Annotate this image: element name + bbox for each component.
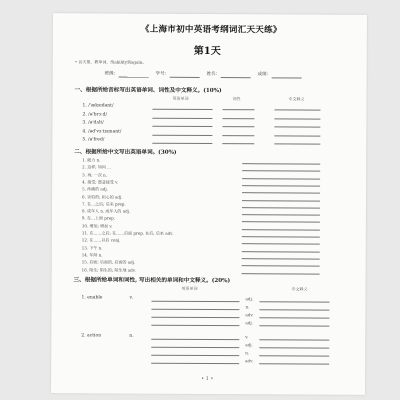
- section-2-item: 8. 成年人 n. 成年人的 adj.: [81, 208, 131, 214]
- answer-word-field[interactable]: [242, 178, 320, 179]
- answer-word-field[interactable]: [151, 325, 239, 326]
- answer-meaning-field[interactable]: [259, 309, 329, 310]
- answer-word-field[interactable]: [242, 236, 320, 237]
- answer-pos-field[interactable]: [222, 143, 254, 144]
- answer-word-field[interactable]: [242, 273, 320, 274]
- section-3-row-pos: n.: [245, 350, 250, 356]
- answer-meaning-field[interactable]: [259, 355, 329, 356]
- section-1-item: 5. /ə'fred/: [82, 137, 105, 143]
- answer-pos-field[interactable]: [222, 109, 254, 110]
- answer-word-field[interactable]: [242, 229, 320, 230]
- answer-pos-field[interactable]: [222, 118, 254, 119]
- section-3-row-pos: v.: [245, 334, 249, 340]
- worksheet-page: [51, 13, 367, 395]
- answer-word-field[interactable]: [151, 339, 239, 340]
- section-3-col-meaning: 中文释义: [291, 286, 308, 292]
- answer-word-field[interactable]: [242, 222, 320, 223]
- name-label: 姓名：: [206, 71, 221, 78]
- class-label: 班级：: [104, 71, 119, 77]
- id-label: 学号：: [155, 71, 170, 77]
- answer-meaning-field[interactable]: [274, 143, 320, 144]
- section-2-title: 二、根据所给中文写出英语单词。(30%): [74, 149, 177, 156]
- id-field[interactable]: [170, 77, 200, 78]
- page-number: • 1 •: [201, 375, 214, 383]
- section-2-item: 6. 害怕的; 担心的 adj.: [82, 193, 123, 200]
- answer-word-field[interactable]: [152, 126, 212, 127]
- section-2-item: 4. 接受; 愿意接受 v.: [82, 179, 119, 185]
- section-3-row-pos: adj.: [245, 320, 253, 326]
- section-2-item: 11. 在……之后; 在……后面 prep. 在后; 后来 adv.: [81, 230, 174, 236]
- section-2-item: 16. 陌生; 陌生的; 陌生地 adv.: [81, 266, 136, 273]
- intro-note: • 音天第，教单词，练ability到again。: [74, 59, 147, 65]
- answer-word-field[interactable]: [151, 355, 239, 356]
- answer-meaning-field[interactable]: [274, 126, 320, 127]
- section-1-col-word: 英语单词: [172, 95, 189, 101]
- section-3-item-label: 2. action: [81, 333, 102, 339]
- section-3-item-pos: n.: [129, 333, 134, 339]
- section-3-row-pos: adj.: [245, 342, 253, 348]
- answer-word-field[interactable]: [152, 143, 212, 144]
- answer-meaning-field[interactable]: [259, 325, 329, 326]
- answer-word-field[interactable]: [152, 134, 212, 135]
- name-field[interactable]: [221, 77, 251, 78]
- answer-meaning-field[interactable]: [274, 109, 320, 110]
- answer-word-field[interactable]: [242, 214, 320, 215]
- answer-word-field[interactable]: [242, 207, 320, 208]
- answer-word-field[interactable]: [242, 200, 320, 201]
- section-2-item: 12. 在……以后 conj.: [81, 237, 121, 243]
- section-2-item: 10. 增加; 增加 v.: [81, 223, 113, 229]
- section-1-title: 一、根据所给音标写出英语单词、词性及中文释义。(10%): [74, 87, 222, 95]
- section-3-row-pos: adv.: [245, 312, 254, 318]
- section-3-col-word: 英语单词: [181, 285, 198, 291]
- answer-meaning-field[interactable]: [274, 118, 320, 119]
- section-1-col-meaning: 中文释义: [288, 96, 305, 102]
- answer-pos-field[interactable]: [222, 126, 254, 127]
- answer-word-field[interactable]: [151, 317, 239, 318]
- answer-word-field[interactable]: [242, 185, 320, 186]
- section-3-row-pos: n.: [245, 304, 250, 310]
- answer-word-field[interactable]: [242, 163, 320, 164]
- answer-word-field[interactable]: [242, 192, 320, 193]
- section-2-item: 9. 在…上面 prep.: [81, 215, 115, 221]
- answer-word-field[interactable]: [242, 251, 320, 252]
- answer-word-field[interactable]: [151, 347, 239, 348]
- section-2-item: 14. 年龄 n.: [81, 252, 103, 258]
- answer-meaning-field[interactable]: [259, 363, 329, 364]
- class-field[interactable]: [119, 77, 149, 78]
- section-2-item: 7. 在…之后; 后来 prep.: [81, 201, 126, 207]
- section-2-item: 13. 下午 n.: [81, 244, 103, 251]
- answer-word-field[interactable]: [242, 258, 320, 259]
- answer-meaning-field[interactable]: [259, 301, 329, 302]
- section-3-item-pos: v.: [129, 295, 133, 301]
- answer-meaning-field[interactable]: [259, 347, 329, 348]
- answer-word-field[interactable]: [151, 301, 239, 302]
- answer-word-field[interactable]: [242, 243, 320, 244]
- section-3-title: 三、根据所给单词和词性, 写出相关的单词和中文释义。(20%): [73, 277, 231, 285]
- section-2-item: 3. 再; 一次 n.: [82, 171, 107, 178]
- answer-word-field[interactable]: [242, 265, 320, 266]
- section-1-item: 2. /ə'brɔːd/: [82, 111, 108, 117]
- answer-pos-field[interactable]: [222, 135, 254, 136]
- score-field[interactable]: [272, 77, 302, 78]
- section-3-row-pos: adv.: [245, 358, 254, 364]
- section-3-item-label: 1. enable: [81, 295, 103, 301]
- day-heading: 第1天: [193, 45, 221, 58]
- answer-meaning-field[interactable]: [259, 339, 329, 340]
- answer-word-field[interactable]: [242, 170, 320, 171]
- score-label: 成绩：: [257, 72, 272, 78]
- section-1-col-pos: 词性: [232, 96, 241, 102]
- section-2-item: 1. 能力 n.: [82, 157, 101, 163]
- section-1-item: 3. /ə'dʌlt/: [82, 120, 104, 126]
- answer-word-field[interactable]: [152, 109, 212, 110]
- answer-meaning-field[interactable]: [259, 317, 329, 318]
- section-1-item: 1. /'æksɪdənt/: [82, 103, 114, 109]
- section-3-row-pos: adj.: [245, 296, 253, 302]
- section-2-item: 15. 后面; 后面的, 后面的 adj.: [81, 259, 136, 265]
- section-2-item: 2. 这样; 如何 ...: [82, 164, 112, 170]
- answer-word-field[interactable]: [152, 117, 212, 118]
- answer-meaning-field[interactable]: [274, 135, 320, 136]
- section-2-item: 5. 疼痛的 adj.: [82, 186, 108, 192]
- section-1-item: 4. /əd'vɜːtɪsmənt/: [82, 128, 122, 135]
- answer-word-field[interactable]: [151, 309, 239, 310]
- worksheet-title: 《上海市初中英语考纲词汇天天练》: [140, 24, 282, 36]
- answer-word-field[interactable]: [151, 363, 239, 364]
